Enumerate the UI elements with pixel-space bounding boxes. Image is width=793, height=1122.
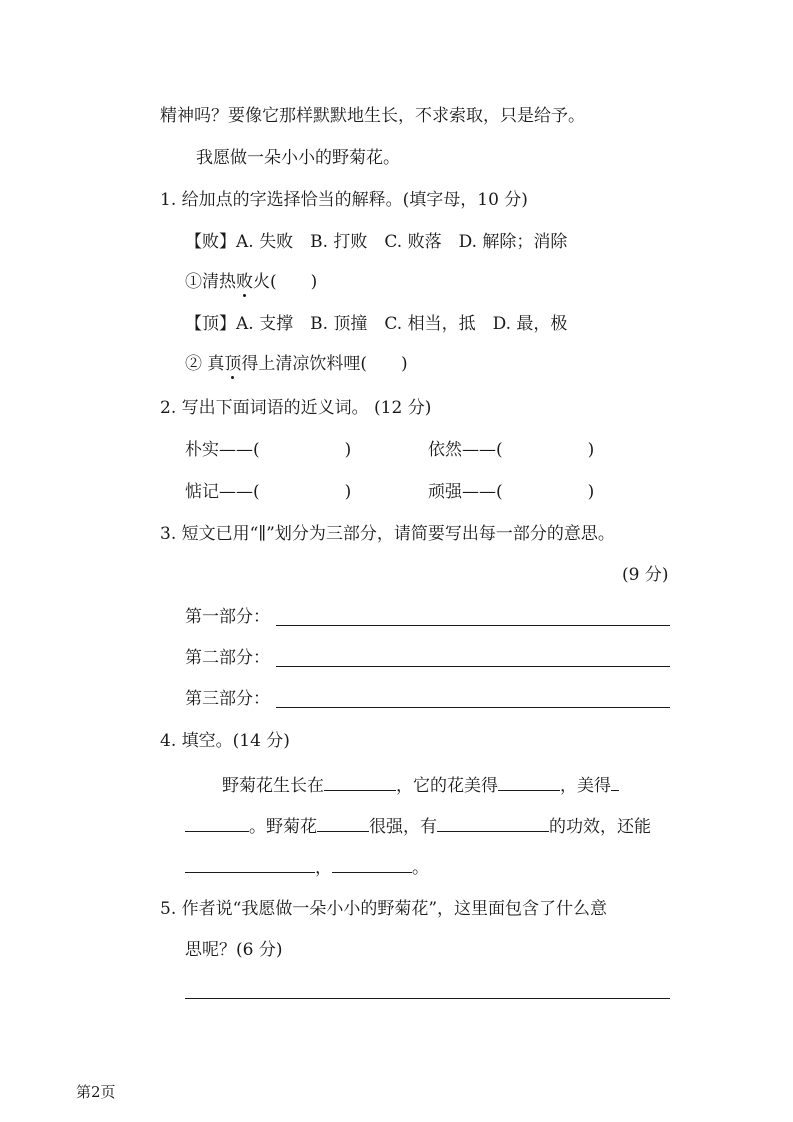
q4-text-4: 。野菊花 [249, 817, 317, 837]
q4-text-6: 的功效，还能 [549, 817, 651, 837]
q3-part-1-answer-line[interactable] [276, 625, 670, 626]
q4-text-3: ，美得 [560, 776, 611, 796]
q4-title: 4. 填空。(14 分) [160, 731, 290, 751]
q1-bai-item-pre: ①清热 [185, 272, 236, 292]
q1-ding-item [185, 352, 408, 376]
q4-text-1: 野菊花生长在 [222, 776, 324, 796]
q1-bai-options: 【败】A. 失败 B. 打败 C. 败落 D. 解除；消除 [185, 232, 568, 252]
q3-part-1-label: 第一部分： [185, 607, 270, 627]
q1-ding-options: 【顶】A. 支撑 B. 顶撞 C. 相当，抵 D. 最，极 [185, 314, 568, 334]
q1-bai-item [185, 270, 317, 294]
q4-blank-4[interactable] [317, 813, 369, 832]
q4-text-7: ， [315, 858, 332, 878]
q1-ding-item-pre: ② 真 [185, 354, 225, 374]
q4-blank-6[interactable] [185, 854, 315, 873]
passage-line-1: 精神吗？要像它那样默默地生长，不求索取，只是给予。 [160, 106, 585, 126]
q4-blank-7[interactable] [332, 854, 412, 873]
q4-blank-1[interactable] [324, 772, 396, 791]
q1-title: 1. 给加点的字选择恰当的解释。(填字母，10 分) [160, 190, 528, 210]
q2-word-2: 依然——( ) [428, 440, 595, 460]
q1-ding-item-post: 得上清凉饮料哩( ) [241, 354, 408, 374]
q4-text-8: 。 [412, 858, 429, 878]
q2-word-4: 顽强——( ) [428, 482, 595, 502]
q4-line-3 [185, 854, 429, 880]
q4-blank-3b[interactable] [185, 813, 249, 832]
q2-word-1: 朴实——( ) [185, 440, 352, 460]
q4-text-2: ，它的花美得 [396, 776, 498, 796]
q5-answer-line[interactable] [185, 998, 670, 999]
q4-line-2 [185, 813, 651, 839]
q3-part-2-answer-line[interactable] [276, 666, 670, 667]
q4-blank-5[interactable] [437, 813, 549, 832]
q3-points: (9 分) [622, 565, 669, 585]
q3-part-2-label: 第二部分： [185, 648, 270, 668]
q5-title: 5. 作者说“我愿做一朵小小的野菊花”，这里面包含了什么意 [160, 899, 608, 919]
q3-part-3-label: 第三部分： [185, 689, 270, 709]
page-number: 第2页 [76, 1083, 116, 1101]
q4-text-5: 很强，有 [369, 817, 437, 837]
q1-bai-dotted-char: 败 [236, 272, 253, 292]
q2-word-3: 惦记——( ) [185, 482, 352, 502]
q5-title-continued: 思呢？(6 分) [185, 940, 283, 960]
passage-line-2: 我愿做一朵小小的野菊花。 [196, 148, 400, 168]
q3-title: 3. 短文已用“∥”划分为三部分，请简要写出每一部分的意思。 [160, 524, 615, 544]
q4-blank-3a[interactable] [611, 772, 619, 791]
q2-title: 2. 写出下面词语的近义词。 (12 分) [160, 398, 432, 418]
q1-ding-dotted-char: 顶 [224, 354, 242, 374]
q3-part-3-answer-line[interactable] [276, 707, 670, 708]
q4-line-1 [222, 772, 619, 798]
q1-bai-item-post: 火( ) [253, 272, 318, 292]
q4-blank-2[interactable] [498, 772, 560, 791]
